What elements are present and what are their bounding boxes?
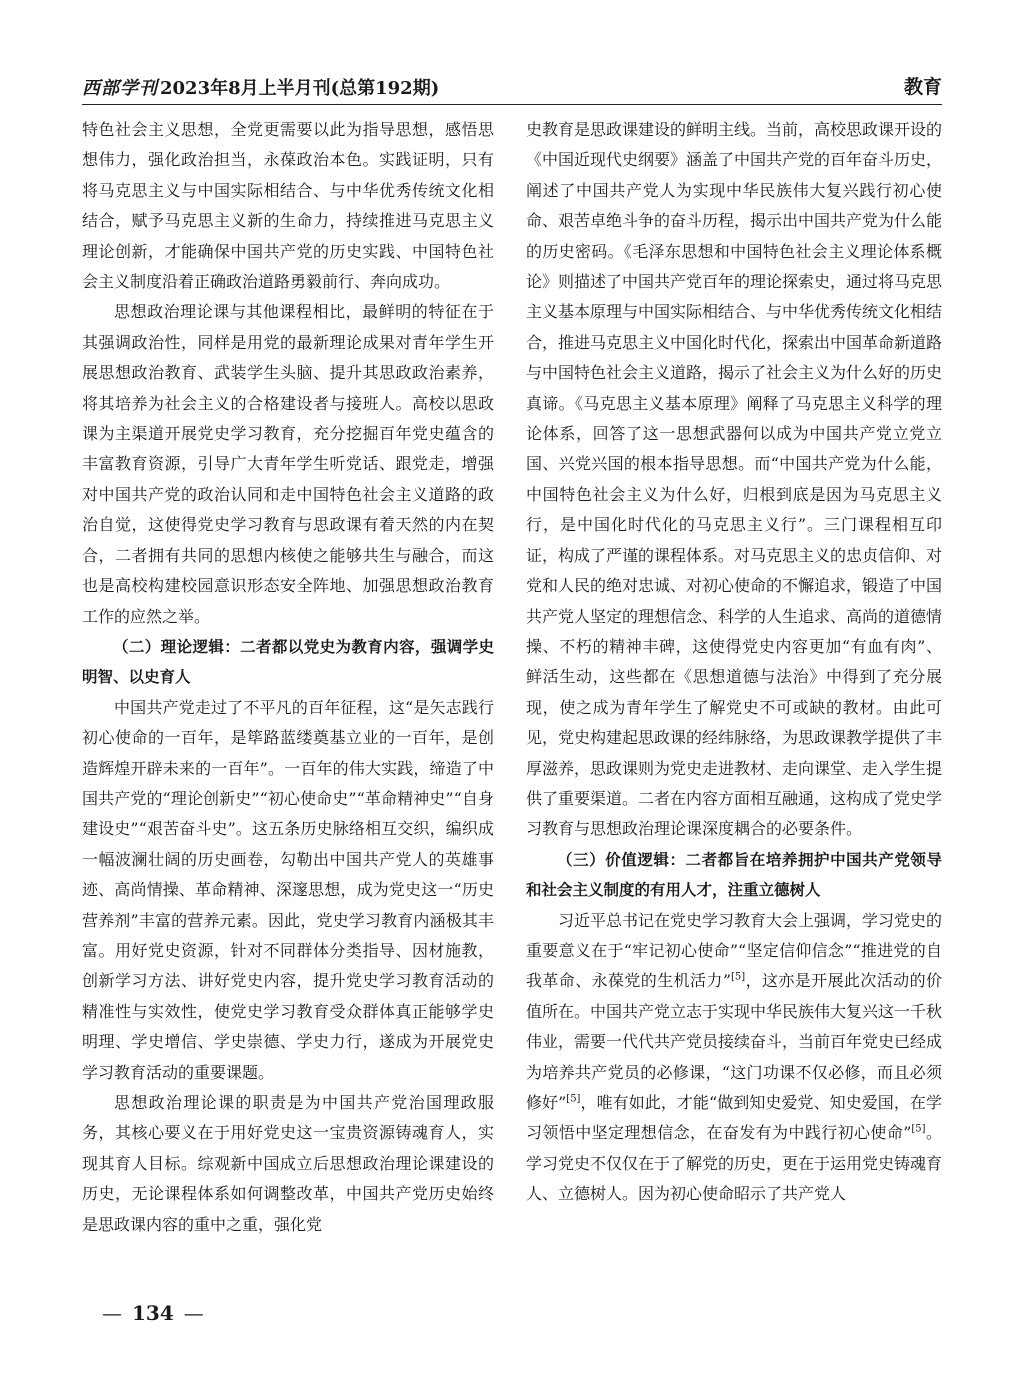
issue-info: 2023年8月上半月刊(总第192期) (160, 78, 440, 99)
section-label: 教育 (903, 76, 942, 98)
page-number-value: 134 (132, 1301, 174, 1325)
citation-ref: [5] (566, 1093, 581, 1105)
journal-issue-line (82, 74, 439, 100)
paragraph: 中国共产党走过了不平凡的百年征程，这“是矢志践行初心使命的一百年，是筚路蓝缕奠基立业的一百年，是创造辉煌开辟未来的一百年”。一百年的伟大实践，缔造了中国共产党的“理论创新史”“初心使命史”“革命精神史”“自身建设史”“艰苦奋斗史”。这五条历史脉络相互交织，编织成一幅波澜壮阔的历史画卷，勾勒出中国共产党人的英雄事迹、高尚情操、革命精神、深邃思想，成为党史这一“历史营养剂”丰富的营养元素。因此，党史学习教育内涵极其丰富。用好党史资源，针对不同群体分类指导、因材施教，创新学习方法、讲好党史内容，提升党史学习教育活动的精准性与实效性，使党史学习教育受众群体真正能够学史明理、学史增信、学史崇德、学史力行，遂成为开展党史学习教育活动的重要课题。 (82, 697, 494, 1082)
paragraph: 思想政治理论课的职责是为中国共产党治国理政服务，其核心要义在于用好党史这一宝贵资源铸魂育人，实现其育人目标。综观新中国成立后思想政治理论课建设的历史，无论课程体系如何调整改革，中国共产党历史始终是思政课内容的重中之重，强化党 (82, 1093, 494, 1234)
citation-ref: [5] (731, 972, 746, 984)
paragraph (526, 906, 942, 1210)
paragraph-text: 习近平总书记在党史学习教育大会上强调，学习党史的重要意义在于“牢记初心使命”“坚定信仰信念”“推进党的自我革命、永葆党的生机活力” (526, 910, 943, 991)
header-rule (82, 104, 942, 105)
page-dash-right: — (183, 1301, 204, 1325)
paragraph-text: 。学习党史不仅仅在于了解党的历史，更在于运用党史铸魂育人、立德树人。因为初心使命昭示了共产党人 (526, 1123, 943, 1204)
paragraph-text: ，这亦是开展此次活动的价值所在。中国共产党立志于实现中华民族伟大复兴这一千秋伟业，需要一代代共产党员接续奋斗，当前百年党史已经成为培养共产党员的必修课，“这门功课不仅必修，而且必须修好” (526, 971, 943, 1112)
left-column (82, 115, 494, 1240)
page-dash-left: — (102, 1301, 122, 1325)
running-header (82, 72, 942, 102)
section-heading: （二）理论逻辑：二者都以党史为教育内容，强调学史明智、以史育人 (82, 637, 494, 687)
citation-ref: [5] (911, 1124, 926, 1136)
right-column (526, 115, 942, 1210)
page-number (92, 1301, 214, 1325)
journal-logo: 西部学刊 (82, 78, 158, 99)
paragraph: 史教育是思政课建设的鲜明主线。当前，高校思政课开设的《中国近现代史纲要》涵盖了中国共产党的百年奋斗历史，阐述了中国共产党人为实现中华民族伟大复兴践行初心使命、艰苦卓绝斗争的奋斗历程，揭示出中国共产党为什么能的历史密码。《毛泽东思想和中国特色社会主义理论体系概论》则描述了中国共产党百年的理论探索史，通过将马克思主义基本原理与中国实际相结合、与中华优秀传统文化相结合，推进马克思主义中国化时代化，探索出中国革命新道路与中国特色社会主义道路，揭示了社会主义为什么好的历史真谛。《马克思主义基本原理》阐释了马克思主义科学的理论体系，回答了这一思想武器何以成为中国共产党立党立国、兴党兴国的根本指导思想。而“中国共产党为什么能，中国特色社会主义为什么好，归根到底是因为马克思主义行，是中国化时代化的马克思主义行”。三门课程相互印证，构成了严谨的课程体系。对马克思主义的忠贞信仰、对党和人民的绝对忠诚、对初心使命的不懈追求，锻造了中国共产党人坚定的理想信念、科学的人生追求、高尚的道德情操、不朽的精神丰碑，这使得党史内容更加“有血有肉”、鲜活生动，这些都在《思想道德与法治》中得到了充分展现，使之成为青年学生了解党史不可或缺的教材。由此可见，党史构建起思政课的经纬脉络，为思政课教学提供了丰厚滋养，思政课则为党史走进教材、走向课堂、走入学生提供了重要渠道。二者在内容方面相互融通，这构成了党史学习教育与思想政治理论课深度耦合的必要条件。 (526, 120, 943, 839)
paragraph: 思想政治理论课与其他课程相比，最鲜明的特征在于其强调政治性，同样是用党的最新理论成果对青年学生开展思想政治教育、武装学生头脑、提升其思政政治素养，将其培养为社会主义的合格建设者与接班人。高校以思政课为主渠道开展党史学习教育，充分挖掘百年党史蕴含的丰富教育资源，引导广大青年学生听党话、跟党走，增强对中国共产党的政治认同和走中国特色社会主义道路的政治自觉，这使得党史学习教育与思政课有着天然的内在契合，二者拥有共同的思想内核使之能够共生与融合，而这也是高校构建校园意识形态安全阵地、加强思想政治教育工作的应然之举。 (82, 302, 494, 626)
section-heading: （三）价值逻辑：二者都旨在培养拥护中国共产党领导和社会主义制度的有用人才，注重立德树人 (526, 850, 942, 900)
paragraph: 特色社会主义思想，全党更需要以此为指导思想，感悟思想伟力，强化政治担当，永葆政治本色。实践证明，只有将马克思主义与中国实际相结合、与中华优秀传统文化相结合，赋予马克思主义新的生命力，持续推进马克思主义理论创新，才能确保中国共产党的历史实践、中国特色社会主义制度沿着正确政治道路勇毅前行、奔向成功。 (82, 120, 494, 292)
paragraph-text: ，唯有如此，才能“做到知史爱党、知史爱国，在学习领悟中坚定理想信念，在奋发有为中践行初心使命” (526, 1093, 942, 1143)
